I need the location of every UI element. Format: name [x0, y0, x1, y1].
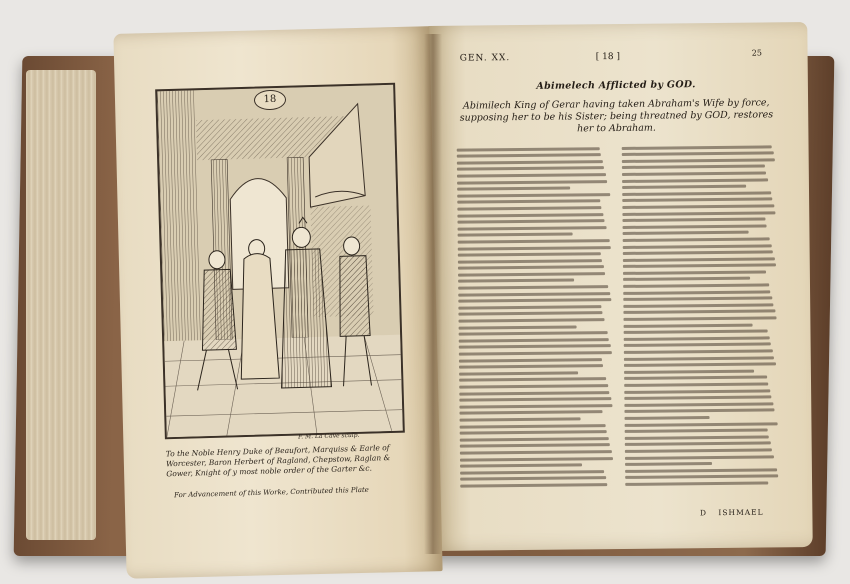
body-column-right — [622, 141, 781, 489]
text-line — [460, 424, 606, 429]
text-line — [622, 178, 768, 183]
text-line — [625, 448, 772, 453]
text-line — [622, 185, 746, 189]
text-line — [460, 437, 609, 442]
text-line — [625, 475, 778, 480]
text-line — [459, 411, 602, 415]
text-line — [459, 358, 602, 362]
text-line — [460, 417, 581, 421]
text-line — [457, 180, 607, 185]
text-line — [458, 259, 602, 264]
text-line — [625, 442, 771, 447]
text-line — [459, 378, 606, 383]
engraving-illustration — [155, 83, 405, 440]
text-line — [459, 397, 611, 402]
text-line — [622, 211, 775, 216]
text-line — [460, 457, 613, 462]
text-line — [624, 382, 768, 387]
text-line — [460, 443, 610, 448]
text-line — [459, 351, 612, 356]
text-line — [459, 325, 577, 329]
text-line — [623, 290, 770, 295]
text-line — [625, 422, 778, 427]
text-line — [622, 218, 765, 222]
text-line — [624, 396, 771, 401]
text-line — [457, 160, 603, 165]
body-column-left — [457, 143, 616, 491]
text-line — [457, 147, 600, 151]
text-line — [623, 310, 775, 315]
text-line — [624, 356, 774, 361]
text-line — [623, 303, 773, 308]
text-line — [624, 402, 773, 407]
text-line — [624, 409, 774, 414]
engraver-credit: F. M. La Cave sculp. — [297, 431, 360, 441]
text-line — [459, 391, 609, 396]
text-line — [623, 264, 776, 269]
plate-number: 18 — [254, 90, 287, 111]
text-line — [625, 429, 768, 433]
text-line — [625, 435, 769, 440]
text-line — [458, 226, 607, 231]
engraving-drawing — [157, 85, 403, 437]
text-line — [622, 158, 775, 163]
text-line — [623, 283, 769, 288]
text-line — [457, 219, 604, 224]
text-line — [457, 200, 600, 204]
text-line — [623, 316, 776, 321]
plate-dedication-sub: For Advancement of this Worke, Contributed this Plate — [173, 485, 370, 500]
text-line — [623, 270, 766, 274]
text-line — [624, 336, 770, 341]
text-line — [624, 389, 770, 394]
text-line — [623, 277, 750, 281]
page-header — [456, 50, 776, 69]
text-line — [622, 171, 766, 176]
text-line — [622, 152, 774, 157]
chapter-summary: Abimilech King of Gerar having taken Abraham's Wife by force, supposing her to be his Sister; being threatned by GOD, restores her to Abraham. — [459, 97, 774, 135]
text-line — [458, 272, 605, 277]
right-page-text — [456, 50, 781, 491]
text-line — [460, 430, 607, 435]
text-line — [458, 285, 608, 290]
text-line — [622, 145, 772, 150]
text-line — [458, 265, 604, 270]
text-line — [459, 364, 603, 369]
text-line — [623, 244, 772, 249]
body-columns — [457, 141, 781, 491]
text-line — [459, 384, 608, 389]
text-line — [458, 252, 601, 256]
text-line — [623, 250, 773, 255]
text-line — [459, 318, 605, 323]
text-line — [459, 344, 611, 349]
plate-reference: [ 18 ] — [595, 51, 621, 63]
catchword-text: ISHMAEL — [718, 507, 764, 518]
text-line — [624, 343, 771, 348]
text-line — [624, 323, 753, 327]
text-line — [458, 239, 610, 244]
text-line — [623, 231, 749, 235]
text-line — [460, 450, 612, 455]
text-line — [623, 237, 770, 242]
plate-dedication: To the Noble Henry Duke of Beaufort, Marquiss & Earle of Worcester, Baron Herbert of Ragland, Chepstow, Raglan & Gower, Knight of y most noble order of the Garter &c. — [165, 443, 391, 479]
text-line — [457, 193, 610, 198]
text-line — [457, 173, 606, 178]
text-line — [459, 404, 612, 409]
text-line — [623, 297, 772, 302]
catchword — [700, 508, 764, 518]
text-line — [457, 206, 601, 211]
text-line — [624, 330, 768, 335]
text-line — [622, 165, 765, 169]
page-number: 25 — [751, 48, 762, 58]
text-line — [457, 187, 570, 191]
text-line — [458, 279, 574, 283]
signature-mark: D — [699, 508, 708, 518]
running-head: GEN. XX. — [459, 53, 511, 64]
text-line — [460, 463, 582, 467]
text-line — [460, 483, 607, 488]
text-line — [622, 198, 772, 203]
text-line — [458, 305, 601, 309]
text-line — [458, 298, 611, 303]
text-line — [458, 292, 610, 297]
text-line — [625, 462, 712, 466]
text-line — [460, 470, 604, 475]
text-line — [459, 338, 609, 343]
text-line — [622, 204, 774, 209]
text-line — [458, 312, 602, 317]
text-line — [460, 476, 606, 481]
text-line — [622, 191, 771, 196]
text-line — [625, 481, 768, 485]
text-line — [625, 468, 777, 473]
text-line — [624, 349, 773, 354]
text-line — [623, 257, 775, 262]
text-line — [459, 331, 608, 336]
text-line — [624, 369, 754, 373]
text-line — [458, 246, 611, 251]
text-line — [459, 371, 578, 375]
text-line — [457, 167, 604, 172]
page-block-edge — [26, 70, 96, 540]
text-line — [625, 455, 774, 460]
text-line — [623, 224, 767, 229]
text-line — [624, 363, 776, 368]
book-gutter — [424, 34, 442, 554]
text-line — [457, 213, 603, 218]
text-line — [625, 416, 710, 420]
text-line — [457, 153, 601, 158]
chapter-title: Abimelech Afflicted by GOD. — [536, 79, 696, 92]
text-line — [624, 376, 767, 380]
text-line — [458, 233, 573, 237]
